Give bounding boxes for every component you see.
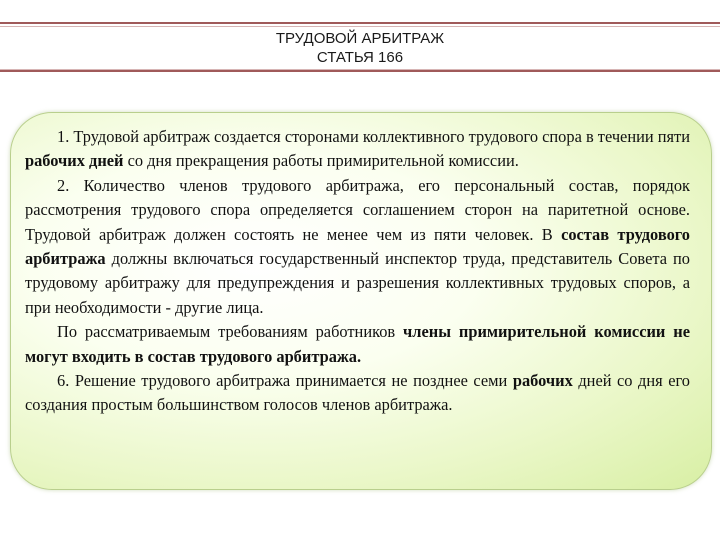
paragraph-4 — [25, 369, 690, 418]
paragraph-4-text-end: дней со дня его создания простым большинством голосов членов арбитража. — [25, 371, 690, 415]
paragraph-3 — [25, 320, 690, 369]
paragraph-4-text: 6. Решение трудового арбитража принимается не позднее семи — [57, 371, 513, 391]
paragraph-1-bold: рабочих дней — [25, 151, 124, 171]
page-subtitle: СТАТЬЯ 166 — [316, 49, 404, 66]
paragraph-2-text: 2. Количество членов трудового арбитража, его персональный состав, порядок рассмотрения трудового спора определяется соглашением сторон на паритетной основе. Трудовой арбитраж должен состоять не менее чем из пяти человек. В — [25, 175, 690, 244]
paragraph-1 — [25, 125, 690, 174]
paragraph-2 — [25, 174, 690, 320]
header-bar — [0, 22, 720, 72]
paragraph-3-bold: члены примирительной комиссии не могут входить в состав трудового арбитража. — [25, 322, 690, 366]
paragraph-3-text: По рассматриваемым требованиям работников — [57, 322, 404, 342]
paragraph-4-bold: рабочих — [512, 371, 573, 391]
paragraph-2-bold: состав трудового арбитража — [25, 224, 690, 269]
paragraph-1-text-end: со дня прекращения работы примирительной комиссии. — [123, 151, 519, 171]
page-title: ТРУДОВОЙ АРБИТРАЖ — [275, 30, 445, 47]
paragraph-2-text-end: должны включаться государственный инспектор труда, представитель Совета по трудовому арбитражу для предупреждения и разрешения коллективных трудовых споров, а при необходимости - другие лица. — [25, 249, 690, 317]
article-text — [25, 125, 690, 418]
paragraph-1-text: 1. Трудовой арбитраж создается сторонами коллективного трудового спора в течении пяти — [57, 127, 690, 146]
